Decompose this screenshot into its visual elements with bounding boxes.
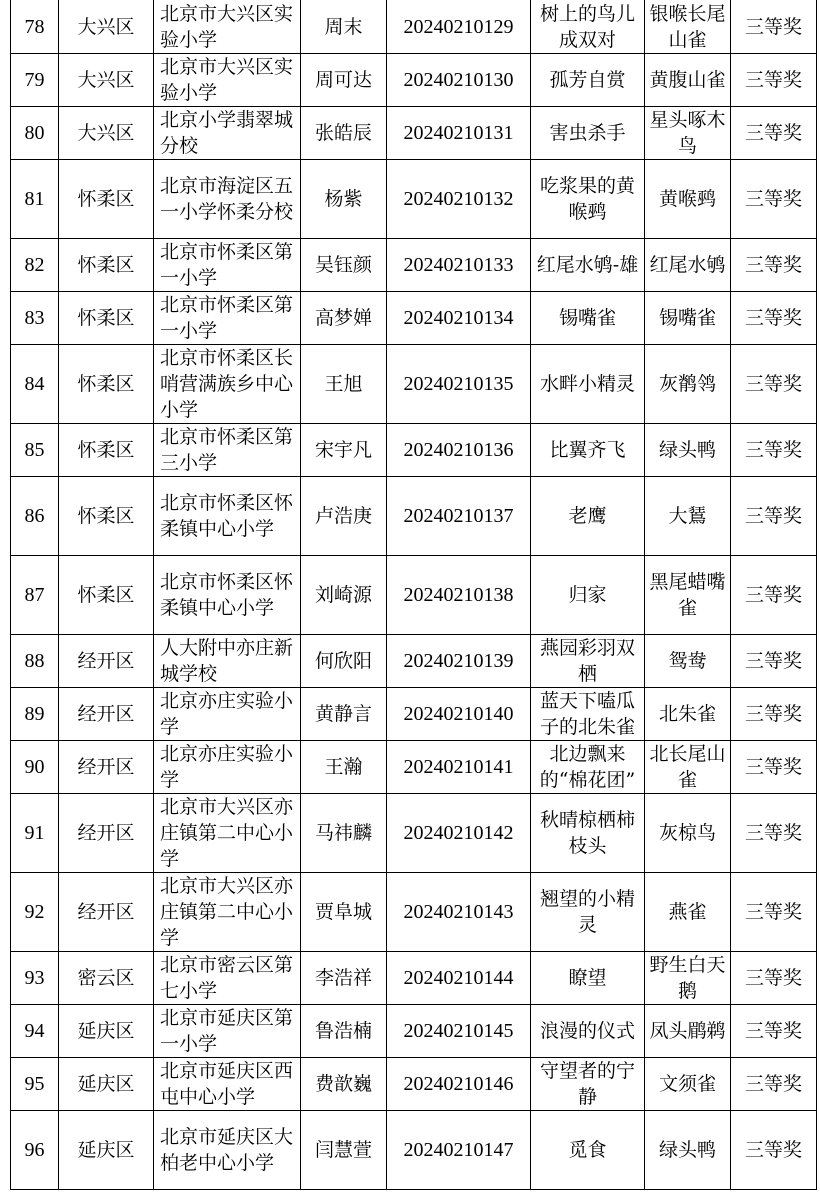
student-name-cell: 高梦婵 xyxy=(301,292,387,345)
student-name-cell: 马祎麟 xyxy=(301,794,387,873)
row-number: 89 xyxy=(11,688,59,741)
table-row xyxy=(11,345,817,424)
student-name-cell: 吴钰颜 xyxy=(301,239,387,292)
work-title-cell: 老鹰 xyxy=(531,477,645,556)
row-number: 83 xyxy=(11,292,59,345)
table-row xyxy=(11,477,817,556)
student-name-cell: 闫慧萱 xyxy=(301,1111,387,1190)
work-title-cell: 孤芳自赏 xyxy=(531,54,645,107)
school-cell: 北京市大兴区实验小学 xyxy=(154,54,301,107)
school-cell: 北京市大兴区亦庄镇第二中心小学 xyxy=(154,794,301,873)
bird-species-cell: 黄喉鹀 xyxy=(645,160,731,239)
district-cell: 延庆区 xyxy=(59,1058,154,1111)
entry-id-cell: 20240210140 xyxy=(387,688,531,741)
student-name-cell: 宋宇凡 xyxy=(301,424,387,477)
award-level-cell: 三等奖 xyxy=(731,556,817,635)
bird-species-cell: 野生白天鹅 xyxy=(645,952,731,1005)
work-title-cell: 觅食 xyxy=(531,1111,645,1190)
district-cell: 怀柔区 xyxy=(59,160,154,239)
award-level-cell: 三等奖 xyxy=(731,107,817,160)
table-body xyxy=(11,0,817,1190)
entry-id-cell: 20240210143 xyxy=(387,873,531,952)
work-title-cell: 比翼齐飞 xyxy=(531,424,645,477)
bird-species-cell: 绿头鸭 xyxy=(645,1111,731,1190)
district-cell: 怀柔区 xyxy=(59,239,154,292)
district-cell: 经开区 xyxy=(59,688,154,741)
student-name-cell: 费歆巍 xyxy=(301,1058,387,1111)
school-cell: 北京市延庆区西屯中心小学 xyxy=(154,1058,301,1111)
district-cell: 怀柔区 xyxy=(59,424,154,477)
table-row xyxy=(11,160,817,239)
award-level-cell: 三等奖 xyxy=(731,0,817,54)
row-number: 84 xyxy=(11,345,59,424)
table-row xyxy=(11,1005,817,1058)
district-cell: 延庆区 xyxy=(59,1005,154,1058)
school-cell: 北京市大兴区亦庄镇第二中心小学 xyxy=(154,873,301,952)
school-cell: 北京市怀柔区怀柔镇中心小学 xyxy=(154,477,301,556)
district-cell: 经开区 xyxy=(59,635,154,688)
work-title-cell: 守望者的宁静 xyxy=(531,1058,645,1111)
district-cell: 延庆区 xyxy=(59,1111,154,1190)
row-number: 79 xyxy=(11,54,59,107)
bird-species-cell: 红尾水鸲 xyxy=(645,239,731,292)
student-name-cell: 鲁浩楠 xyxy=(301,1005,387,1058)
award-level-cell: 三等奖 xyxy=(731,873,817,952)
school-cell: 北京亦庄实验小学 xyxy=(154,688,301,741)
student-name-cell: 卢浩庚 xyxy=(301,477,387,556)
school-cell: 北京小学翡翠城分校 xyxy=(154,107,301,160)
bird-species-cell: 鸳鸯 xyxy=(645,635,731,688)
row-number: 94 xyxy=(11,1005,59,1058)
district-cell: 怀柔区 xyxy=(59,556,154,635)
award-level-cell: 三等奖 xyxy=(731,1005,817,1058)
district-cell: 大兴区 xyxy=(59,54,154,107)
table-row xyxy=(11,54,817,107)
table-row xyxy=(11,873,817,952)
entry-id-cell: 20240210145 xyxy=(387,1005,531,1058)
school-cell: 北京市延庆区第一小学 xyxy=(154,1005,301,1058)
award-level-cell: 三等奖 xyxy=(731,239,817,292)
table-row xyxy=(11,952,817,1005)
row-number: 96 xyxy=(11,1111,59,1190)
work-title-cell: 北边飘来的“棉花团” xyxy=(531,741,645,794)
award-level-cell: 三等奖 xyxy=(731,635,817,688)
award-level-cell: 三等奖 xyxy=(731,741,817,794)
district-cell: 大兴区 xyxy=(59,0,154,54)
work-title-cell: 锡嘴雀 xyxy=(531,292,645,345)
student-name-cell: 黄静言 xyxy=(301,688,387,741)
student-name-cell: 王瀚 xyxy=(301,741,387,794)
student-name-cell: 李浩祥 xyxy=(301,952,387,1005)
work-title-cell: 归家 xyxy=(531,556,645,635)
district-cell: 怀柔区 xyxy=(59,292,154,345)
entry-id-cell: 20240210134 xyxy=(387,292,531,345)
table-row xyxy=(11,107,817,160)
school-cell: 人大附中亦庄新城学校 xyxy=(154,635,301,688)
district-cell: 怀柔区 xyxy=(59,477,154,556)
award-level-cell: 三等奖 xyxy=(731,1058,817,1111)
work-title-cell: 害虫杀手 xyxy=(531,107,645,160)
entry-id-cell: 20240210132 xyxy=(387,160,531,239)
table-row xyxy=(11,0,817,54)
bird-species-cell: 北长尾山雀 xyxy=(645,741,731,794)
entry-id-cell: 20240210131 xyxy=(387,107,531,160)
school-cell: 北京市密云区第七小学 xyxy=(154,952,301,1005)
school-cell: 北京市怀柔区长哨营满族乡中心小学 xyxy=(154,345,301,424)
bird-species-cell: 燕雀 xyxy=(645,873,731,952)
bird-species-cell: 星头啄木鸟 xyxy=(645,107,731,160)
school-cell: 北京市大兴区实验小学 xyxy=(154,0,301,54)
row-number: 88 xyxy=(11,635,59,688)
school-cell: 北京市怀柔区怀柔镇中心小学 xyxy=(154,556,301,635)
district-cell: 怀柔区 xyxy=(59,345,154,424)
entry-id-cell: 20240210146 xyxy=(387,1058,531,1111)
entry-id-cell: 20240210130 xyxy=(387,54,531,107)
work-title-cell: 树上的鸟儿成双对 xyxy=(531,0,645,54)
table-row xyxy=(11,1111,817,1190)
bird-species-cell: 灰椋鸟 xyxy=(645,794,731,873)
row-number: 81 xyxy=(11,160,59,239)
table-row xyxy=(11,239,817,292)
entry-id-cell: 20240210142 xyxy=(387,794,531,873)
row-number: 90 xyxy=(11,741,59,794)
award-level-cell: 三等奖 xyxy=(731,688,817,741)
school-cell: 北京市延庆区大柏老中心小学 xyxy=(154,1111,301,1190)
bird-species-cell: 银喉长尾山雀 xyxy=(645,0,731,54)
student-name-cell: 张皓辰 xyxy=(301,107,387,160)
row-number: 93 xyxy=(11,952,59,1005)
bird-species-cell: 北朱雀 xyxy=(645,688,731,741)
award-level-cell: 三等奖 xyxy=(731,54,817,107)
work-title-cell: 水畔小精灵 xyxy=(531,345,645,424)
bird-species-cell: 黄腹山雀 xyxy=(645,54,731,107)
entry-id-cell: 20240210133 xyxy=(387,239,531,292)
district-cell: 经开区 xyxy=(59,873,154,952)
table-row xyxy=(11,1058,817,1111)
table-row xyxy=(11,741,817,794)
entry-id-cell: 20240210138 xyxy=(387,556,531,635)
district-cell: 大兴区 xyxy=(59,107,154,160)
entry-id-cell: 20240210129 xyxy=(387,0,531,54)
award-level-cell: 三等奖 xyxy=(731,345,817,424)
bird-species-cell: 绿头鸭 xyxy=(645,424,731,477)
bird-species-cell: 灰鹡鸰 xyxy=(645,345,731,424)
row-number: 91 xyxy=(11,794,59,873)
work-title-cell: 吃浆果的黄喉鹀 xyxy=(531,160,645,239)
table-row xyxy=(11,794,817,873)
district-cell: 经开区 xyxy=(59,794,154,873)
bird-species-cell: 黑尾蜡嘴雀 xyxy=(645,556,731,635)
row-number: 85 xyxy=(11,424,59,477)
bird-species-cell: 大鵟 xyxy=(645,477,731,556)
student-name-cell: 杨紫 xyxy=(301,160,387,239)
entry-id-cell: 20240210139 xyxy=(387,635,531,688)
entry-id-cell: 20240210136 xyxy=(387,424,531,477)
award-level-cell: 三等奖 xyxy=(731,952,817,1005)
school-cell: 北京市海淀区五一小学怀柔分校 xyxy=(154,160,301,239)
work-title-cell: 燕园彩羽双栖 xyxy=(531,635,645,688)
school-cell: 北京亦庄实验小学 xyxy=(154,741,301,794)
district-cell: 密云区 xyxy=(59,952,154,1005)
award-table xyxy=(10,0,817,1190)
award-level-cell: 三等奖 xyxy=(731,1111,817,1190)
row-number: 87 xyxy=(11,556,59,635)
student-name-cell: 周可达 xyxy=(301,54,387,107)
student-name-cell: 刘崎源 xyxy=(301,556,387,635)
student-name-cell: 周末 xyxy=(301,0,387,54)
work-title-cell: 浪漫的仪式 xyxy=(531,1005,645,1058)
award-level-cell: 三等奖 xyxy=(731,424,817,477)
award-level-cell: 三等奖 xyxy=(731,292,817,345)
school-cell: 北京市怀柔区第一小学 xyxy=(154,292,301,345)
work-title-cell: 瞭望 xyxy=(531,952,645,1005)
work-title-cell: 翘望的小精灵 xyxy=(531,873,645,952)
table-row xyxy=(11,292,817,345)
award-level-cell: 三等奖 xyxy=(731,477,817,556)
row-number: 78 xyxy=(11,0,59,54)
entry-id-cell: 20240210137 xyxy=(387,477,531,556)
row-number: 92 xyxy=(11,873,59,952)
work-title-cell: 蓝天下嗑瓜子的北朱雀 xyxy=(531,688,645,741)
table-row xyxy=(11,556,817,635)
table-row xyxy=(11,688,817,741)
entry-id-cell: 20240210135 xyxy=(387,345,531,424)
school-cell: 北京市怀柔区第三小学 xyxy=(154,424,301,477)
row-number: 80 xyxy=(11,107,59,160)
entry-id-cell: 20240210141 xyxy=(387,741,531,794)
row-number: 95 xyxy=(11,1058,59,1111)
work-title-cell: 红尾水鸲-雄 xyxy=(531,239,645,292)
row-number: 82 xyxy=(11,239,59,292)
bird-species-cell: 文须雀 xyxy=(645,1058,731,1111)
entry-id-cell: 20240210144 xyxy=(387,952,531,1005)
student-name-cell: 贾阜城 xyxy=(301,873,387,952)
bird-species-cell: 锡嘴雀 xyxy=(645,292,731,345)
table-row xyxy=(11,635,817,688)
award-level-cell: 三等奖 xyxy=(731,160,817,239)
district-cell: 经开区 xyxy=(59,741,154,794)
work-title-cell: 秋晴椋栖柿枝头 xyxy=(531,794,645,873)
bird-species-cell: 凤头鹛鹈 xyxy=(645,1005,731,1058)
school-cell: 北京市怀柔区第一小学 xyxy=(154,239,301,292)
row-number: 86 xyxy=(11,477,59,556)
award-level-cell: 三等奖 xyxy=(731,794,817,873)
student-name-cell: 王旭 xyxy=(301,345,387,424)
table-row xyxy=(11,424,817,477)
entry-id-cell: 20240210147 xyxy=(387,1111,531,1190)
student-name-cell: 何欣阳 xyxy=(301,635,387,688)
